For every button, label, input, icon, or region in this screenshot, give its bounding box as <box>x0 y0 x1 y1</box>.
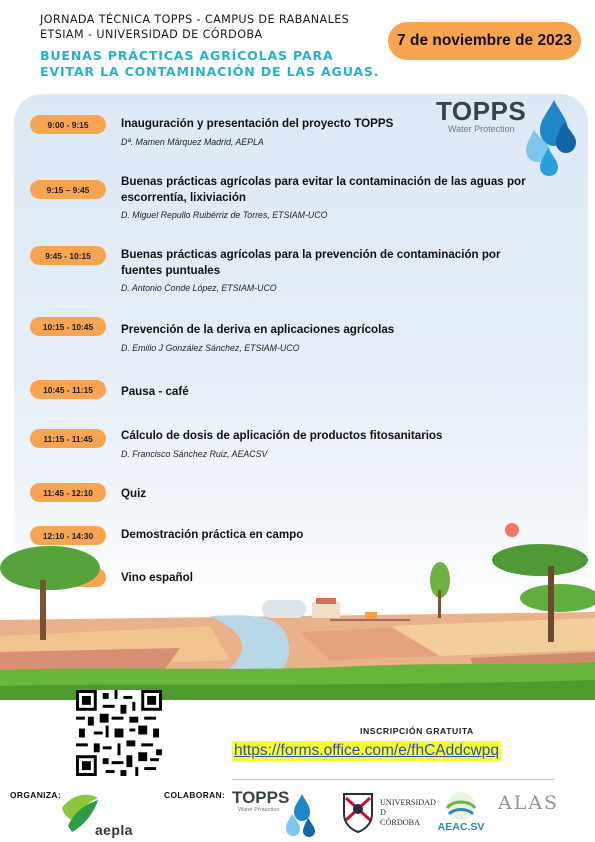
aepla-logo-word: aepla <box>95 822 133 838</box>
talk-speaker: Dª. Mamen Márquez Madrid, AEPLA <box>121 136 264 147</box>
colaboran-label: COLABORAN: <box>164 790 226 800</box>
agenda-item <box>121 322 551 353</box>
organiza-label: ORGANIZA: <box>10 790 62 800</box>
topps-footer-word: TOPPS <box>232 788 290 807</box>
event-line-1: JORNADA TÉCNICA TOPPS - CAMPUS DE RABANALES <box>40 13 350 26</box>
time-badge: 11:45 - 12:10 <box>30 483 106 502</box>
time-badge: 9:45 - 10:15 <box>30 246 106 265</box>
topps-logo-word: TOPPS <box>436 96 527 126</box>
time-badge: 9:00 - 9:15 <box>30 115 106 134</box>
time-badge: 10:15 - 10:45 <box>30 317 106 336</box>
agenda-item <box>121 428 551 459</box>
agenda-item <box>121 174 551 220</box>
aeacsv-emblem-icon <box>433 790 489 822</box>
time-badge: 9:15 – 9:45 <box>30 180 106 199</box>
uco-name-line-3: CÓRDOBA <box>380 818 421 827</box>
uco-name-line-1: UNIVERSIDAD <box>380 798 436 807</box>
time-badge: 10:45 - 11:15 <box>30 380 106 399</box>
talk-title: Pausa - café <box>121 385 189 398</box>
talk-speaker: D. Francisco Sánchez Ruiz, AEACSV <box>121 448 268 459</box>
talk-title: Vino español <box>121 571 193 584</box>
time-badge: 11:15 - 11:45 <box>30 429 106 448</box>
talk-title: Cálculo de dosis de aplicación de productos fitosanitarios <box>121 429 443 442</box>
agenda-item <box>121 116 551 147</box>
page-title-line-1: BUENAS PRÁCTICAS AGRÍCOLAS PARA <box>40 48 334 63</box>
talk-title-line-2: escorrentía, lixiviación <box>121 190 247 204</box>
agenda-item <box>121 247 551 293</box>
registration-label: INSCRIPCIÓN GRATUITA <box>360 726 474 736</box>
talk-speaker: D. Emilio J González Sánchez, ETSIAM-UCO <box>121 342 300 353</box>
event-line-2: ETSIAM - UNIVERSIDAD DE CÓRDOBA <box>40 28 263 41</box>
talk-title: Quiz <box>121 487 147 500</box>
topps-logo-sub: Water Protection <box>448 124 515 134</box>
talk-title: Inauguración y presentación del proyecto TOPPS <box>121 117 394 130</box>
talk-title-line-2: fuentes puntuales <box>121 263 221 277</box>
talk-speaker: D. Miguel Repullo Ruibérriz de Torres, ETSIAM-UCO <box>121 210 328 220</box>
talk-title-line-1: Buenas prácticas agrícolas para evitar la contaminación de las aguas por <box>121 175 526 188</box>
qr-code[interactable] <box>76 690 162 776</box>
uco-name-line-2: D <box>380 808 386 817</box>
topps-footer-logo <box>232 788 322 838</box>
page-title-line-2: EVITAR LA CONTAMINACIÓN DE LAS AGUAS. <box>40 64 380 79</box>
agenda-item <box>121 486 551 502</box>
time-badge: 12:10 - 14:30 <box>30 526 106 545</box>
date-badge: 7 de noviembre de 2023 <box>388 22 581 60</box>
talk-title-line-1: Buenas prácticas agrícolas para la prevención de contaminación por <box>121 248 501 261</box>
registration-link[interactable]: https://forms.office.com/e/fhCAddcwpq <box>234 742 500 759</box>
water-drops-icon <box>232 788 322 838</box>
talk-title: Demostración práctica en campo <box>121 528 304 541</box>
uco-shield-icon <box>340 790 376 834</box>
topps-footer-sub: Water Protection <box>238 807 280 813</box>
aeacsv-logo-word: AEAC.SV <box>437 821 485 833</box>
talk-title: Prevención de la deriva en aplicaciones agrícolas <box>121 323 395 336</box>
aeacsv-logo <box>433 790 489 834</box>
talk-speaker: D. Antonio Conde López, ETSIAM-UCO <box>121 283 277 293</box>
agenda-item <box>121 384 551 400</box>
uco-logo <box>340 790 440 834</box>
landscape-illustration <box>0 520 595 700</box>
alas-logo: ALAS <box>498 792 560 814</box>
footer-divider <box>232 779 554 780</box>
